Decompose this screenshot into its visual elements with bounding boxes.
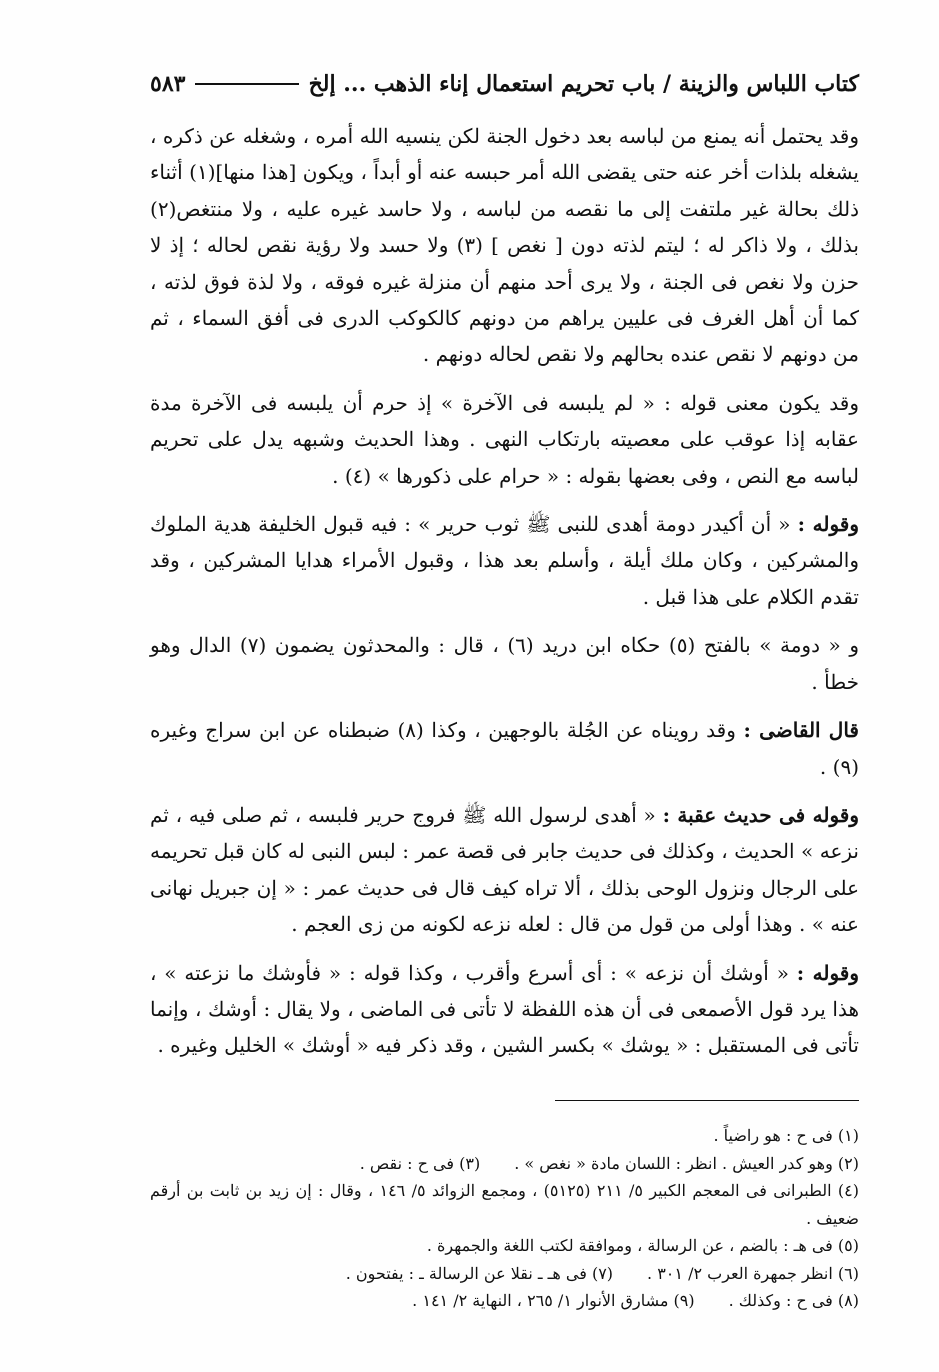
paragraph: [150, 797, 859, 943]
paragraph-lead: وقوله فى حديث عقبة :: [662, 802, 859, 827]
footnote: (٦) انظر جمهرة العرب ٢/ ٣٠١ .: [647, 1263, 859, 1283]
footnote: (٨) فى ح : وكذلك .: [728, 1291, 859, 1310]
footnote: (١) فى ح : هو راضياً .: [713, 1126, 859, 1145]
page-number: ٥٨٣: [150, 71, 186, 97]
running-header: [150, 64, 859, 104]
footnote-line: [150, 1232, 859, 1260]
footnote: (٥) فى هـ : بالضم ، عن الرسالة ، وموافقة لكتب اللغة والجمهرة .: [426, 1236, 859, 1255]
paragraph-text: وقد رويناه عن الجُلة بالوجهين ، وكذا (٨) ضبطناه عن ابن سراج وغيره (٩) .: [150, 718, 859, 779]
footnote: (٣) فى ح : نقص .: [359, 1153, 481, 1173]
footnote: (٢) وهو كدر العيش . انظر : اللسان مادة « نغص » .: [514, 1153, 859, 1173]
paragraph-lead: وقوله :: [797, 512, 860, 537]
paragraph: [150, 712, 859, 785]
footnote: (٧) فى هـ ـ نقلا عن الرسالة ـ : يفتحون .: [345, 1263, 614, 1283]
paragraph: [150, 955, 859, 1064]
footnotes: [150, 1122, 859, 1315]
footnote: (٤) الطبرانى فى المعجم الكبير ٥/ ٢١١ (٥١٢٥) ، ومجمع الزوائد ٥/ ١٤٦ ، وقال : إن زيد بن ثابت بن أرقم ضعيف .: [150, 1181, 860, 1228]
footnote-line: [150, 1150, 859, 1178]
footnote: (٩) مشارق الأنوار ١/ ٢٦٥ ، النهاية ٢/ ١٤١ .: [412, 1291, 695, 1310]
footnote-line: [150, 1122, 859, 1150]
paragraph-text: « أهدى لرسول الله ﷺ فروج حرير فلبسه ، ثم صلى فيه ، ثم نزعه » الحديث ، وكذلك فى حديث جابر فى قصة عمر : لبس النبى له كان قبل تحريمه على الرجال ونزول الوحى بذلك ، ألا تراه كيف قال فى حديث عمر : « إن جبريل نهانى عنه » . وهذا أولى من قول من قال : لعله نزعه لكونه من زى العجم .: [150, 802, 860, 937]
paragraph: وقد يحتمل أنه يمنع من لباسه بعد دخول الجنة لكن ينسيه الله أمره ، وشغله عن ذكره ، يشغله بلذات أخر عنه حتى يقضى الله أمر حبسه عنه أو أبداً ، ويكون [هذا منها](١) أثناء ذلك بحالة غير ملتفت إلى ما نقصه من لباسه ، ولا حاسد غيره عليه ، ولا منتغص(٢) بذلك ، ولا ذاكر له ؛ ليتم لذته دون [ نغص ] (٣) ولا حسد ولا رؤية نقص لحاله ؛ إذ لا حزن ولا نغص فى الجنة ، ولا يرى أحد منهم أن منزلة غيره فوقه ، ولا لذة فوق لذته ، كما أن أهل الغرف فى عليين يراهم من دونهم كالكوكب الدرى فى أفق السماء ، ثم من دونهم لا نقص عنده بحالهم ولا نقص لحاله دونهم .: [150, 124, 859, 367]
paragraph-lead: قال القاضى :: [743, 718, 859, 743]
paragraph: [150, 506, 859, 615]
header-title: كتاب اللباس والزينة / باب تحريم استعمال إناء الذهب ... إلخ: [308, 71, 859, 97]
header-rule: [195, 83, 298, 85]
footnote-line: [150, 1177, 859, 1232]
footnote-separator: [555, 1100, 859, 1101]
paragraph-text: « أوشك أن نزعه » : أى أسرع وأقرب ، وكذا قوله : « فأوشك ما نزعته » ، هذا يرد قول الأصمعى فى أن هذه اللفظة لا تأتى فى الماضى ، ولا يقال : أوشك ، وإنما تأتى فى المستقبل : « يوشك » بكسر الشين ، وقد ذكر فيه « أوشك » الخليل وغيره .: [150, 960, 859, 1058]
paragraph-text: « أن أكيدر دومة أهدى للنبى ﷺ ثوب حرير » : فيه قبول الخليفة هدية الملوك والمشركين ، وكان ملك أيلة ، وأسلم بعد هذا ، وقبول الأمراء هدايا المشركين ، وقد تقدم الكلام على هذا قبل .: [150, 512, 859, 609]
main-text: [150, 118, 859, 1064]
paragraph: وقد يكون معنى قوله : « لم يلبسه فى الآخرة » إذ حرم أن يلبسه فى الآخرة مدة عقابه إذا عوقب على معصيته بارتكاب النهى . وهذا الحديث وشبهه يدل على تحريم لباسه مع النص ، وفى بعضها بقوله : « حرام على ذكورها » (٤) .: [150, 390, 859, 488]
footnote-line: [150, 1260, 859, 1288]
paragraph: و « دومة » بالفتح (٥) حكاه ابن دريد (٦) ، قال : والمحدثون يضمون (٧) الدال وهو خطأ .: [150, 633, 859, 694]
footnote-line: [150, 1287, 859, 1315]
paragraph-lead: وقوله :: [796, 960, 859, 985]
